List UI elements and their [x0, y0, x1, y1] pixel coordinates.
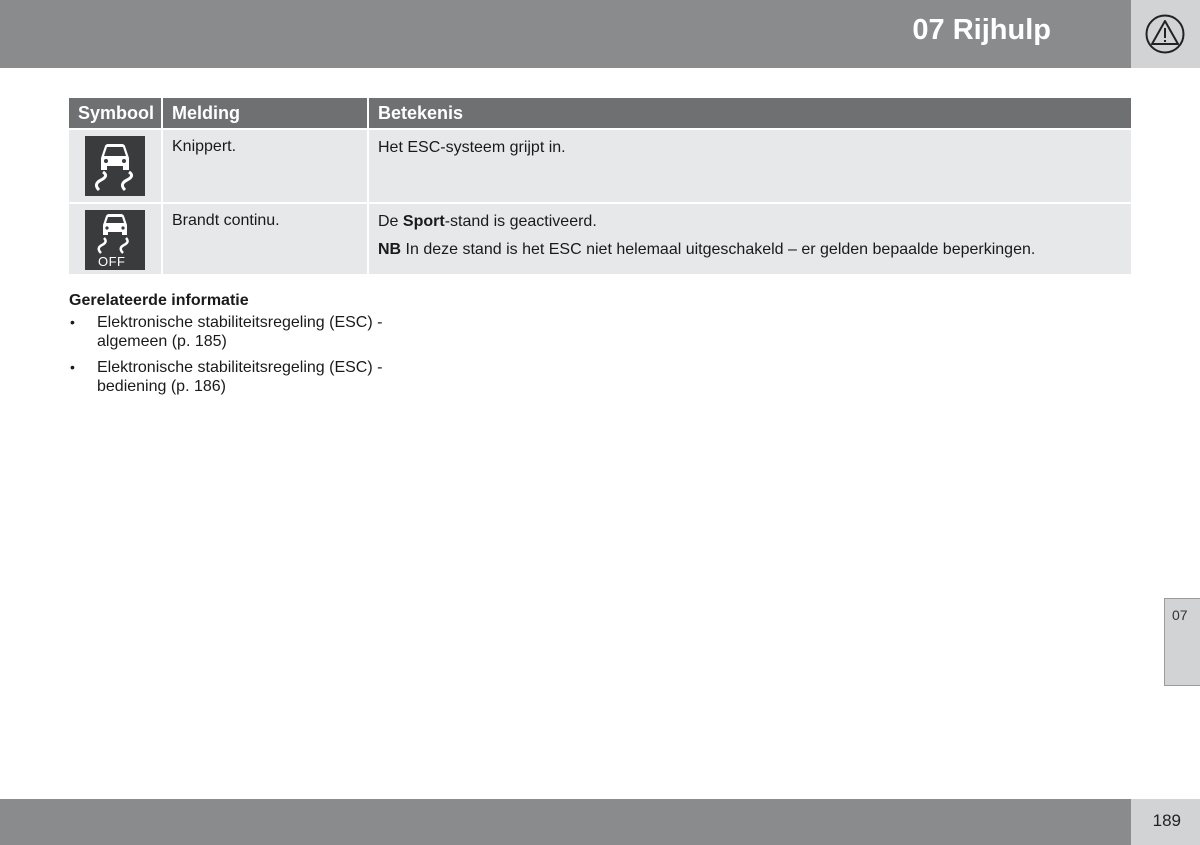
message-cell: Knippert. — [163, 130, 369, 204]
meaning-suffix: -stand is geactiveerd. — [444, 213, 597, 230]
related-info-title: Gerelateerde informatie — [69, 292, 249, 309]
column-header-symbol: Symbool — [69, 98, 163, 130]
esc-off-car-icon — [85, 210, 145, 270]
chapter-side-tab[interactable] — [1164, 598, 1200, 686]
table-row — [69, 204, 1131, 276]
meaning-text: Het ESC-systeem grijpt in. — [378, 139, 566, 156]
meaning-prefix: De — [378, 213, 403, 230]
symbol-cell — [69, 130, 163, 204]
note-label: NB — [378, 241, 402, 258]
symbol-cell — [69, 204, 163, 276]
note-text — [378, 240, 1122, 260]
header-bar — [0, 0, 1131, 68]
related-link-text[interactable]: Elektronische stabiliteitsregeling (ESC) - bediening (p. 186) — [97, 359, 383, 395]
meaning-bold-term: Sport — [402, 213, 445, 230]
note-body: In deze stand is het ESC niet helemaal uitgeschakeld – er gelden bepaalde beperkingen. — [401, 241, 1036, 258]
table-row — [69, 130, 1131, 204]
meaning-cell — [369, 130, 1131, 204]
meaning-cell — [369, 204, 1131, 276]
list-item[interactable] — [69, 358, 399, 396]
column-header-meaning: Betekenis — [369, 98, 1131, 130]
column-header-message: Melding — [163, 98, 369, 130]
page-number: 189 — [1152, 811, 1181, 830]
related-info-list — [69, 313, 399, 396]
off-label: OFF — [98, 254, 126, 269]
meaning-text — [378, 212, 1122, 232]
footer-page-box — [1131, 799, 1200, 845]
bullet-icon: • — [70, 359, 75, 375]
header-icon-box — [1131, 0, 1200, 68]
chapter-title: 07 Rijhulp — [912, 14, 1051, 46]
related-link-text[interactable]: Elektronische stabiliteitsregeling (ESC) - algemeen (p. 185) — [97, 314, 383, 350]
table-header-row — [69, 98, 1131, 130]
message-cell: Brandt continu. — [163, 204, 369, 276]
symbol-table — [69, 98, 1131, 276]
bullet-icon: • — [70, 314, 75, 330]
footer-bar — [0, 799, 1131, 845]
chapter-side-tab-label: 07 — [1172, 607, 1188, 623]
related-info-section — [69, 291, 399, 403]
warning-triangle-icon — [1143, 14, 1187, 54]
list-item[interactable] — [69, 313, 399, 351]
esc-skid-car-icon — [85, 136, 145, 196]
